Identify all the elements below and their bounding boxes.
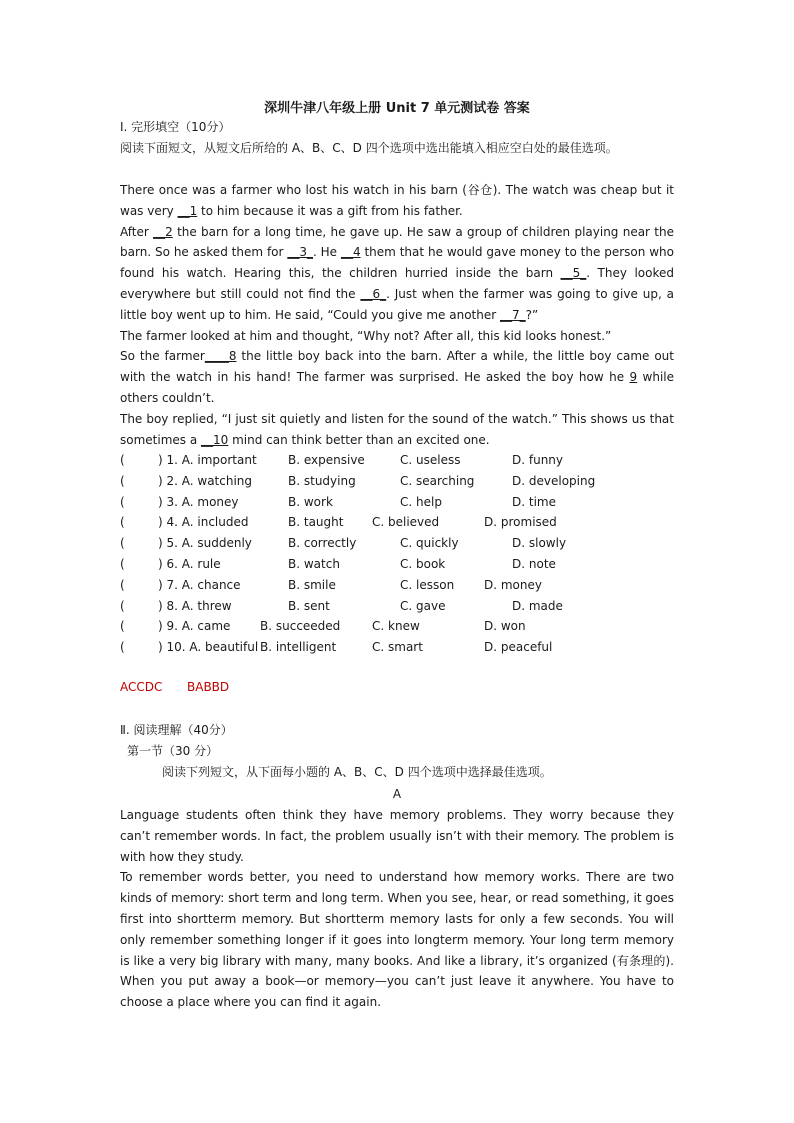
answer-paren: ( xyxy=(120,515,125,530)
option-d: D. peaceful xyxy=(484,640,553,655)
cloze-blank-7: __7_ xyxy=(500,307,526,322)
answer-paren: ( xyxy=(120,556,125,571)
passage-label: A xyxy=(392,787,402,801)
option-a: ) 10. A. beautiful xyxy=(158,640,259,655)
cloze-blank-4: __4 xyxy=(340,245,361,260)
option-a: ) 3. A. money xyxy=(158,494,239,509)
cloze-blank-1: __1 xyxy=(177,203,198,218)
cloze-paragraph-2 xyxy=(120,222,674,326)
cloze-text: The boy replied, “I just sit quietly and listen for the sound of the watch.” This shows us that sometimes a xyxy=(120,411,674,447)
answer-paren: ( xyxy=(120,536,125,551)
cloze-text: . Just when the farmer was going to give up, a little boy went up to him. He said, “Could you give me another xyxy=(120,286,675,322)
option-b: B. watch xyxy=(288,556,340,571)
question-row xyxy=(120,596,674,617)
option-d: D. money xyxy=(484,577,542,592)
question-row xyxy=(120,450,674,471)
option-d: D. note xyxy=(512,556,556,571)
option-c: C. smart xyxy=(372,640,423,655)
cloze-text: while others couldn’t. xyxy=(120,370,674,405)
option-a: ) 9. A. came xyxy=(158,619,231,634)
cloze-text: After xyxy=(120,224,154,239)
cloze-passage xyxy=(120,180,674,450)
option-c: C. useless xyxy=(400,453,461,467)
reading-paragraph-1: Language students often think they have memory problems. They worry because they can’t remember words. In fact, the problem usually isn’t with their memory. The problem is with how they study. xyxy=(120,808,674,864)
cloze-blank-8: ____8 xyxy=(204,349,237,364)
option-a: ) 5. A. suddenly xyxy=(158,536,252,551)
option-d: D. won xyxy=(484,619,526,634)
cloze-text: . He xyxy=(312,245,341,260)
question-row xyxy=(120,533,674,554)
option-d: D. time xyxy=(512,494,556,509)
cloze-text: mind can think better than an excited one. xyxy=(228,432,490,447)
answer-key-1-5: ACCDC xyxy=(120,680,163,694)
option-c: C. book xyxy=(400,556,446,571)
question-row xyxy=(120,637,674,658)
cloze-paragraph-3: The farmer looked at him and thought, “Why not? After all, this kid looks honest.” xyxy=(120,328,612,343)
answer-paren: ( xyxy=(120,494,125,509)
option-a: ) 7. A. chance xyxy=(158,577,241,592)
answer-paren: ( xyxy=(120,640,125,655)
cloze-text: . They looked everywhere but still could not find the xyxy=(120,266,674,301)
question-row xyxy=(120,575,674,596)
cloze-text: them that he would gave money to the person who found his watch. Hearing this, the children hurried inside the barn xyxy=(120,245,675,281)
cloze-paragraph-4 xyxy=(120,346,674,408)
cloze-blank-5: __5_ xyxy=(560,266,587,281)
document-title: 深圳牛津八年级上册 Unit 7 单元测试卷 答案 xyxy=(264,101,530,116)
cloze-blank-3: __3_ xyxy=(287,245,313,260)
option-a: ) 1. A. important xyxy=(158,453,257,467)
option-d: D. slowly xyxy=(512,536,567,551)
cloze-paragraph-1 xyxy=(120,180,674,222)
cloze-blank-6: __6_ xyxy=(360,286,387,301)
option-b: B. taught xyxy=(288,515,344,530)
answer-key-6-10: BABBD xyxy=(187,680,230,694)
part1-instruction: 阅读下面短文，从短文后所给的 A、B、C、D 四个选项中选出能填入相应空白处的最佳选项。 xyxy=(120,141,618,155)
question-row xyxy=(120,616,674,637)
option-c: C. quickly xyxy=(400,536,459,551)
option-a: ) 8. A. threw xyxy=(158,598,232,613)
option-b: B. expensive xyxy=(288,453,365,467)
option-a: ) 6. A. rule xyxy=(158,556,221,571)
cloze-blank-10: __10 xyxy=(201,432,229,447)
option-a: ) 4. A. included xyxy=(158,515,249,530)
part2-heading: Ⅱ. 阅读理解（40分） xyxy=(120,723,233,737)
option-c: C. gave xyxy=(400,598,446,613)
reading-passage xyxy=(120,805,674,1013)
option-b: B. work xyxy=(288,494,333,509)
option-b: B. sent xyxy=(288,598,330,613)
option-b: B. succeeded xyxy=(260,619,341,634)
question-row xyxy=(120,471,674,492)
cloze-text: So the farmer xyxy=(120,349,205,364)
cloze-text: the little boy back into the barn. After a while, the little boy came out with the watch in his hand! The farmer was surprised. He asked the boy how he xyxy=(120,349,674,385)
option-c: C. help xyxy=(400,494,442,509)
part2-instruction: 阅读下列短文，从下面每小题的 A、B、C、D 四个选项中选择最佳选项。 xyxy=(162,765,552,779)
option-d: D. promised xyxy=(484,515,557,530)
question-row xyxy=(120,492,674,513)
answer-paren: ( xyxy=(120,473,125,488)
option-c: C. believed xyxy=(372,515,440,530)
answer-paren: ( xyxy=(120,453,125,467)
option-b: B. correctly xyxy=(288,536,357,551)
option-d: D. funny xyxy=(512,453,564,467)
answer-paren: ( xyxy=(120,619,125,634)
cloze-blank-2: __2 xyxy=(153,224,173,239)
option-d: D. developing xyxy=(512,473,596,488)
answer-paren: ( xyxy=(120,598,125,613)
option-b: B. intelligent xyxy=(260,640,337,655)
question-row xyxy=(120,554,674,575)
question-list xyxy=(120,450,674,658)
cloze-blank-9: 9 xyxy=(629,370,638,385)
option-b: B. studying xyxy=(288,473,356,488)
option-b: B. smile xyxy=(288,577,336,592)
reading-paragraph-2: To remember words better, you need to understand how memory works. There are two kinds of memory: short term and long term. When you see, hear, or read something, it goes first into shortterm memory. But shortterm memory lasts for only a few seconds. You will only remember something longer if it goes into longterm memory. Your long term memory is like a very big library with many, many books. And like a library, it’s organized (有条理的). When you put away a book—or memory—you can’t just leave it anywhere. You have to choose a place where you can find it again. xyxy=(120,870,674,1010)
answer-paren: ( xyxy=(120,577,125,592)
cloze-text: There once was a farmer who lost his watch in his barn (谷仓). The watch was cheap but it was very xyxy=(120,183,674,218)
option-d: D. made xyxy=(512,598,563,613)
question-row xyxy=(120,512,674,533)
cloze-paragraph-5 xyxy=(120,409,674,451)
option-c: C. lesson xyxy=(400,577,455,592)
part1-heading: Ⅰ. 完形填空（10分） xyxy=(120,120,231,134)
option-a: ) 2. A. watching xyxy=(158,473,253,488)
option-c: C. knew xyxy=(372,619,420,634)
cloze-text: ?” xyxy=(525,307,539,322)
cloze-text: to him because it was a gift from his father. xyxy=(197,203,463,218)
option-c: C. searching xyxy=(400,473,475,488)
cloze-text: the barn for a long time, he gave up. He saw a group of children playing near the barn. So he asked them for xyxy=(120,224,674,260)
part2-section: 第一节（30 分） xyxy=(127,744,219,758)
